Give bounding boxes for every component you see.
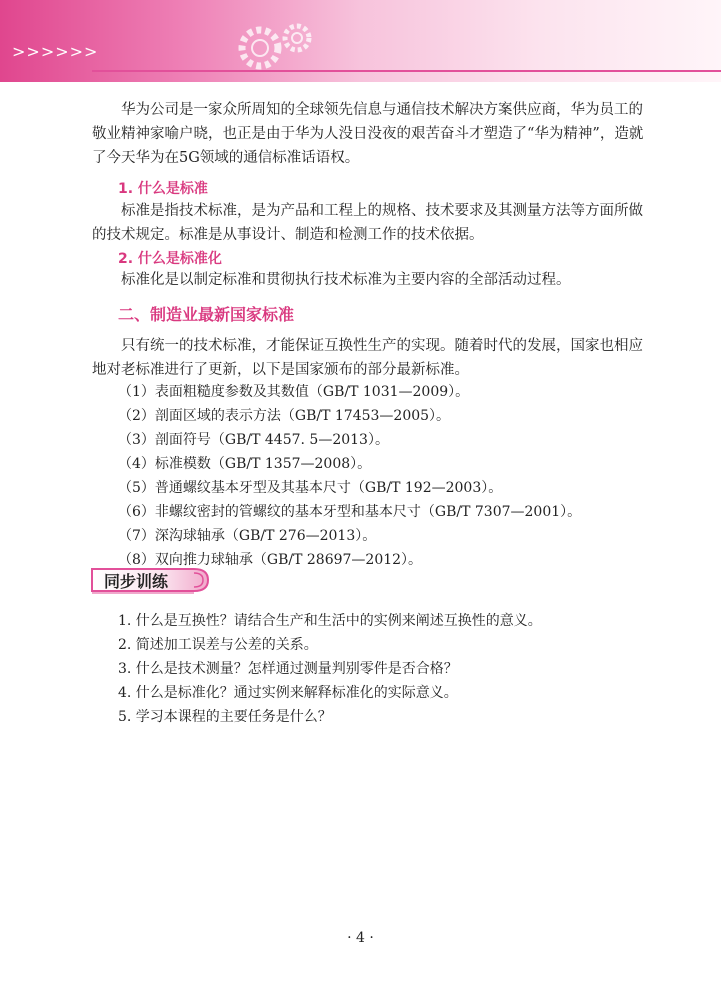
subheading-what-is-standardization: 2. 什么是标准化 bbox=[118, 251, 222, 267]
header-chevrons: >>>>>> bbox=[12, 42, 99, 61]
exercise-item: 3. 什么是技术测量？怎样通过测量判别零件是否合格？ bbox=[118, 661, 458, 677]
exercise-item: 5. 学习本课程的主要任务是什么？ bbox=[118, 709, 332, 725]
section-title-national-standards: 二、制造业最新国家标准 bbox=[118, 305, 295, 324]
standard-item: （2）剖面区域的表示方法（GB/T 17453—2005）。 bbox=[118, 408, 451, 424]
page-number: · 4 · bbox=[347, 930, 374, 946]
standard-item: （4）标准模数（GB/T 1357—2008）。 bbox=[118, 456, 372, 472]
exercise-item: 4. 什么是标准化？通过实例来解释标准化的实际意义。 bbox=[118, 685, 458, 701]
gear-decoration-icon bbox=[225, 10, 335, 75]
exercise-item: 1. 什么是互换性？请结合生产和生活中的实例来阐述互换性的意义。 bbox=[118, 613, 542, 629]
header-rule bbox=[92, 70, 721, 72]
standard-item: （6）非螺纹密封的管螺纹的基本牙型和基本尺寸（GB/T 7307—2001）。 bbox=[118, 504, 582, 520]
standard-item: （3）剖面符号（GB/T 4457. 5—2013）。 bbox=[118, 432, 389, 448]
exercise-title: 同步训练 bbox=[104, 572, 169, 591]
standard-item: （5）普通螺纹基本牙型及其基本尺寸（GB/T 192—2003）。 bbox=[118, 480, 503, 496]
exercise-item: 2. 简述加工误差与公差的关系。 bbox=[118, 637, 318, 653]
standard-item: （7）深沟球轴承（GB/T 276—2013）。 bbox=[118, 528, 377, 544]
standardization-paragraph: 标准化是以制定标准和贯彻执行技术标准为主要内容的全部活动过程。 bbox=[121, 272, 571, 288]
standard-item: （1）表面粗糙度参数及其数值（GB/T 1031—2009）。 bbox=[118, 384, 470, 400]
standards-intro-paragraph: 只有统一的技术标准，才能保证互换性生产的实现。随着时代的发展，国家也相应地对老标准进行了更新，以下是国家颁布的部分最新标准。 bbox=[92, 338, 643, 378]
intro-paragraph: 华为公司是一家众所周知的全球领先信息与通信技术解决方案供应商，华为员工的敬业精神家喻户晓，也正是由于华为人没日没夜的艰苦奋斗才塑造了“华为精神”，造就了今天华为在5G领域的通信标准话语权。 bbox=[92, 102, 644, 166]
standard-paragraph: 标准是指技术标准，是为产品和工程上的规格、技术要求及其测量方法等方面所做的技术规定。标准是从事设计、制造和检测工作的技术依据。 bbox=[92, 203, 643, 243]
subheading-what-is-standard: 1. 什么是标准 bbox=[118, 181, 208, 197]
standard-item: （8）双向推力球轴承（GB/T 28697—2012）。 bbox=[118, 552, 423, 568]
